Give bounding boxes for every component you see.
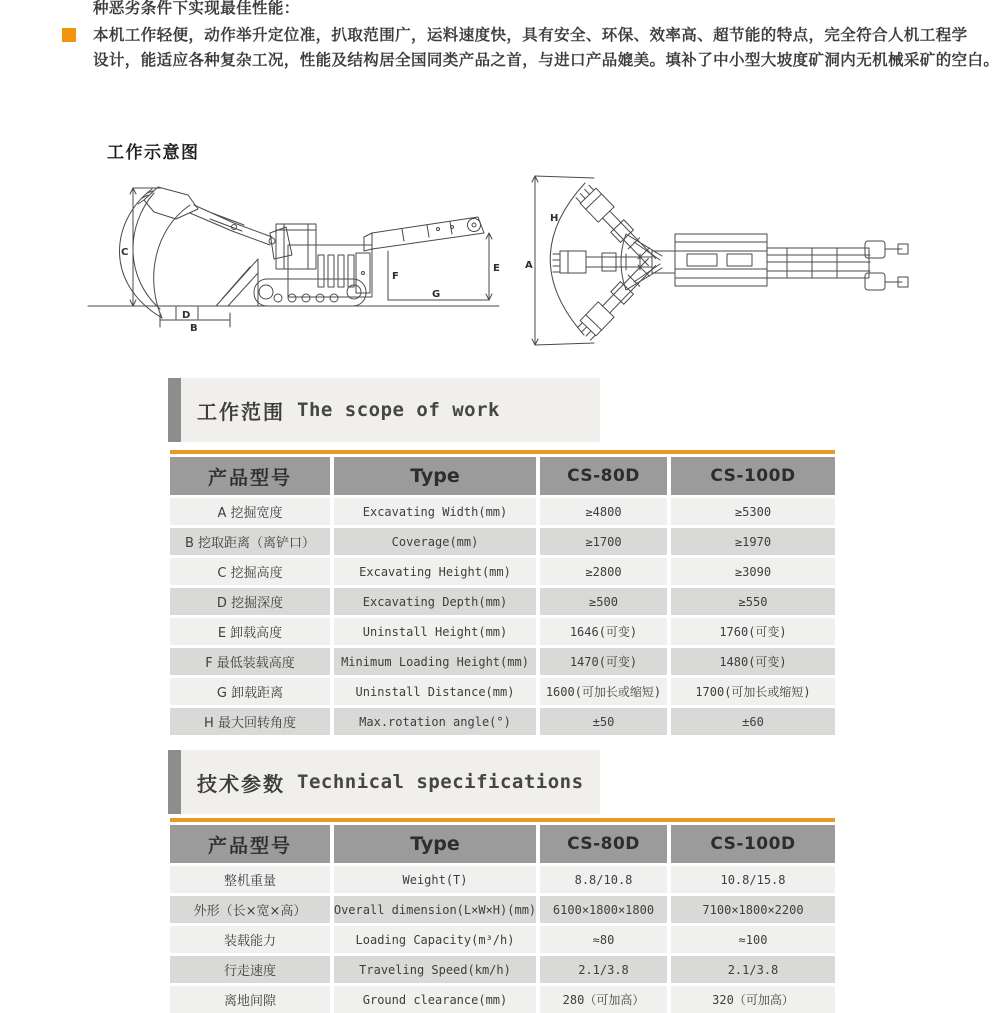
value-cs80d: ≈80 <box>540 926 667 953</box>
table-row <box>170 896 835 923</box>
dim-label-A: A <box>525 260 533 271</box>
dim-label-D: D <box>182 310 191 321</box>
table-row <box>170 956 835 983</box>
table-row <box>170 926 835 953</box>
dim-label-B: B <box>190 323 198 334</box>
table-row <box>170 866 835 893</box>
table-row <box>170 588 835 615</box>
value-cs100d: ≥550 <box>671 588 835 615</box>
table-row <box>170 558 835 585</box>
value-cs80d: ±50 <box>540 708 667 735</box>
row-label-zh: 离地间隙 <box>170 986 330 1013</box>
value-cs100d: ±60 <box>671 708 835 735</box>
row-label-en: Coverage(mm) <box>334 528 536 555</box>
row-label-zh: 整机重量 <box>170 866 330 893</box>
row-label-zh: G 卸载距离 <box>170 678 330 705</box>
col-header-cs100d: CS-100D <box>671 457 835 495</box>
col-header-product-model: 产品型号 <box>170 457 330 495</box>
section-bar-icon <box>168 750 181 814</box>
dim-label-F: F <box>392 271 399 282</box>
value-cs80d: ≥2800 <box>540 558 667 585</box>
row-label-en: Weight(T) <box>334 866 536 893</box>
row-label-zh: B 挖取距离（离铲口） <box>170 528 330 555</box>
value-cs100d: 7100×1800×2200 <box>671 896 835 923</box>
scope-title-zh: 工作范围 <box>197 399 285 424</box>
table-row <box>170 528 835 555</box>
value-cs100d: 10.8/15.8 <box>671 866 835 893</box>
section-bar-icon <box>168 378 181 442</box>
value-cs100d: 1480(可变) <box>671 648 835 675</box>
row-label-en: Loading Capacity(m³/h) <box>334 926 536 953</box>
value-cs80d: ≥1700 <box>540 528 667 555</box>
dim-label-G: G <box>432 289 441 300</box>
spec-section-header <box>168 750 600 814</box>
spec-title-en: Technical specifications <box>297 771 584 793</box>
col-header-cs100d: CS-100D <box>671 825 835 863</box>
row-label-en: Overall dimension(L×W×H)(mm) <box>334 896 536 923</box>
value-cs80d: 8.8/10.8 <box>540 866 667 893</box>
row-label-zh: H 最大回转角度 <box>170 708 330 735</box>
col-header-type: Type <box>334 457 536 495</box>
value-cs100d: 2.1/3.8 <box>671 956 835 983</box>
value-cs80d: 1646(可变) <box>540 618 667 645</box>
table-row <box>170 708 835 735</box>
row-label-zh: 装载能力 <box>170 926 330 953</box>
value-cs80d: ≥4800 <box>540 498 667 525</box>
row-label-zh: F 最低装载高度 <box>170 648 330 675</box>
value-cs80d: 1600(可加长或缩短) <box>540 678 667 705</box>
orange-bullet-icon <box>62 28 76 42</box>
row-label-zh: C 挖掘高度 <box>170 558 330 585</box>
row-label-en: Ground clearance(mm) <box>334 986 536 1013</box>
scope-title-en: The scope of work <box>297 399 500 421</box>
col-header-cs80d: CS-80D <box>540 457 667 495</box>
scope-section-header <box>168 378 600 442</box>
table-header-row <box>170 457 835 495</box>
table-row <box>170 618 835 645</box>
intro-bullet-line-2: 设计，能适应各种复杂工况，性能及结构居全国同类产品之首，与进口产品媲美。填补了中小型大坡度矿洞内无机械采矿的空白。 <box>93 51 1000 69</box>
spec-title-zh: 技术参数 <box>197 771 285 796</box>
col-header-cs80d: CS-80D <box>540 825 667 863</box>
row-label-en: Uninstall Distance(mm) <box>334 678 536 705</box>
spec-table <box>170 818 835 1013</box>
table-row <box>170 648 835 675</box>
dim-label-C: C <box>121 247 129 258</box>
value-cs80d: 280（可加高） <box>540 986 667 1013</box>
value-cs100d: ≥5300 <box>671 498 835 525</box>
row-label-zh: A 挖掘宽度 <box>170 498 330 525</box>
top-view-diagram <box>502 158 934 358</box>
diagram-heading: 工作示意图 <box>107 143 200 163</box>
value-cs80d: 1470(可变) <box>540 648 667 675</box>
row-label-en: Max.rotation angle(°) <box>334 708 536 735</box>
table-row <box>170 986 835 1013</box>
row-label-zh: D 挖掘深度 <box>170 588 330 615</box>
row-label-en: Uninstall Height(mm) <box>334 618 536 645</box>
row-label-en: Traveling Speed(km/h) <box>334 956 536 983</box>
row-label-zh: 行走速度 <box>170 956 330 983</box>
value-cs100d: ≥1970 <box>671 528 835 555</box>
scope-table <box>170 450 835 735</box>
value-cs100d: ≈100 <box>671 926 835 953</box>
row-label-en: Excavating Width(mm) <box>334 498 536 525</box>
dim-label-H: H <box>550 213 559 224</box>
col-header-product-model: 产品型号 <box>170 825 330 863</box>
intro-partial-line: 种恶劣条件下实现最佳性能： <box>93 0 300 17</box>
row-label-en: Minimum Loading Height(mm) <box>334 648 536 675</box>
value-cs100d: 1700(可加长或缩短) <box>671 678 835 705</box>
value-cs100d: ≥3090 <box>671 558 835 585</box>
value-cs80d: 6100×1800×1800 <box>540 896 667 923</box>
value-cs100d: 1760(可变) <box>671 618 835 645</box>
value-cs80d: ≥500 <box>540 588 667 615</box>
row-label-zh: E 卸载高度 <box>170 618 330 645</box>
table-row <box>170 678 835 705</box>
row-label-zh: 外形（长×宽×高） <box>170 896 330 923</box>
row-label-en: Excavating Height(mm) <box>334 558 536 585</box>
value-cs80d: 2.1/3.8 <box>540 956 667 983</box>
col-header-type: Type <box>334 825 536 863</box>
row-label-en: Excavating Depth(mm) <box>334 588 536 615</box>
table-header-row <box>170 825 835 863</box>
table-row <box>170 498 835 525</box>
value-cs100d: 320（可加高） <box>671 986 835 1013</box>
side-view-diagram <box>82 167 502 332</box>
intro-bullet-line-1: 本机工作轻便，动作举升定位准，扒取范围广，运料速度快，具有安全、环保、效率高、超节能的特点，完全符合人机工程学 <box>93 26 968 44</box>
dim-label-E: E <box>493 263 500 274</box>
